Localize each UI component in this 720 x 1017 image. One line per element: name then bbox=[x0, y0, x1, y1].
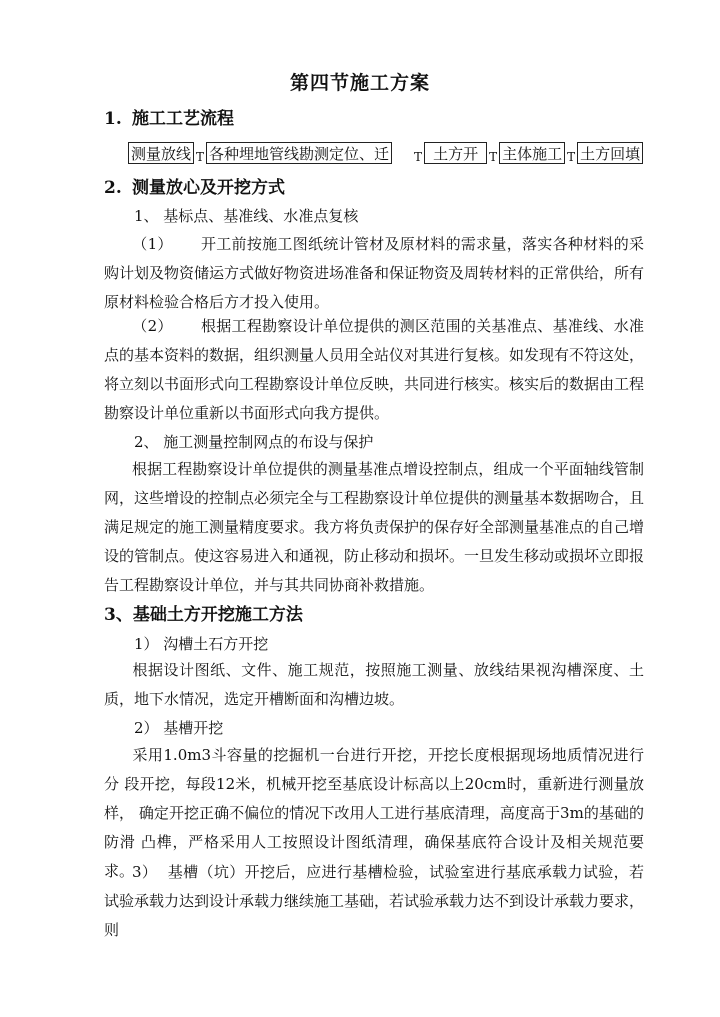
paragraph-label: （1） bbox=[132, 235, 173, 253]
paragraph bbox=[104, 230, 644, 317]
flow-step: 土方开 bbox=[424, 142, 487, 164]
subheading: 1、 基标点、基准线、水准点复核 bbox=[134, 207, 359, 225]
paragraph bbox=[104, 312, 644, 428]
paragraph-text: 采用1.0m3斗容量的挖掘机一台进行开挖，开挖长度根据现场地质情况进行分 段开挖，每段12米，机械开挖至基底设计标高以上20cm时，重新进行测量放样， 确定开挖正确不偏位的情况下改用人工进行基底清理，高度高于3m的基础的防滑 凸榫，严格采用人工按照设计图纸清理，确保基底符合设计及相关规范要求。 bbox=[104, 746, 644, 880]
flow-step: 主体施工 bbox=[499, 142, 565, 164]
flow-arrow-icon: T bbox=[567, 150, 576, 164]
paragraph-label: 3） bbox=[132, 863, 158, 881]
process-flow bbox=[128, 141, 643, 165]
subheading: 2、 施工测量控制网点的布设与保护 bbox=[134, 433, 374, 451]
section-1-number: 1. bbox=[104, 109, 122, 129]
paragraph bbox=[104, 656, 644, 714]
flow-arrow-icon: T bbox=[196, 150, 205, 164]
section-1-heading bbox=[104, 104, 234, 129]
section-3-heading: 3、基础土方开挖施工方法 bbox=[104, 605, 303, 625]
paragraph-text: 基槽（坑）开挖后，应进行基槽检验，试验室进行基底承载力试验，若试验承载力达到设计承载力继续施工基础，若试验承载力达不到设计承载力要求，则 bbox=[104, 863, 645, 939]
section-2-heading bbox=[104, 173, 285, 198]
flow-step: 测量放线 bbox=[128, 142, 194, 164]
page-title: 第四节施工方案 bbox=[289, 72, 430, 94]
paragraph-text: 根据设计图纸、文件、施工规范，按照施工测量、放线结果视沟槽深度、土质，地下水情况，选定开槽断面和沟槽边坡。 bbox=[104, 661, 644, 708]
paragraph bbox=[104, 858, 644, 945]
flow-step: 各种埋地管线勘测定位、迁 bbox=[206, 142, 392, 164]
paragraph bbox=[104, 455, 644, 600]
section-1-title: 施工工艺流程 bbox=[132, 109, 234, 129]
section-2-title: 测量放心及开挖方式 bbox=[132, 178, 285, 198]
paragraph-text: 开工前按施工图纸统计管材及原材料的需求量，落实各种材料的采购计划及物资储运方式做好物资进场准备和保证物资及周转材料的正常供给，所有原材料检验合格后方才投入使用。 bbox=[104, 235, 645, 311]
flow-arrow-icon: T bbox=[489, 150, 498, 164]
paragraph-text: 根据工程勘察设计单位提供的测量基准点增设控制点，组成一个平面轴线管制网，这些增设的控制点必须完全与工程勘察设计单位提供的测量基本数据吻合，且满足规定的施工测量精度要求。我方将负责保护的保存好全部测量基准点的自己增设的管制点。使这容易进入和通视，防止移动和损坏。一旦发生移动或损坏立即报告工程勘察设计单位，并与其共同协商补救措施。 bbox=[104, 460, 645, 594]
flow-step: 土方回填 bbox=[577, 142, 643, 164]
subheading: 2） 基槽开挖 bbox=[134, 719, 224, 737]
paragraph-text: 根据工程勘察设计单位提供的测区范围的关基准点、基准线、水准点的基本资料的数据，组织测量人员用全站仪对其进行复核。如发现有不符这处，将立刻以书面形式向工程勘察设计单位反映，共同进行核实。核实后的数据由工程勘察设计单位重新以书面形式向我方提供。 bbox=[104, 317, 645, 422]
subheading: 1） 沟槽土石方开挖 bbox=[134, 635, 269, 653]
section-2-number: 2. bbox=[104, 178, 122, 198]
flow-arrow-icon: T bbox=[414, 150, 423, 164]
paragraph-label: （2） bbox=[132, 317, 173, 335]
